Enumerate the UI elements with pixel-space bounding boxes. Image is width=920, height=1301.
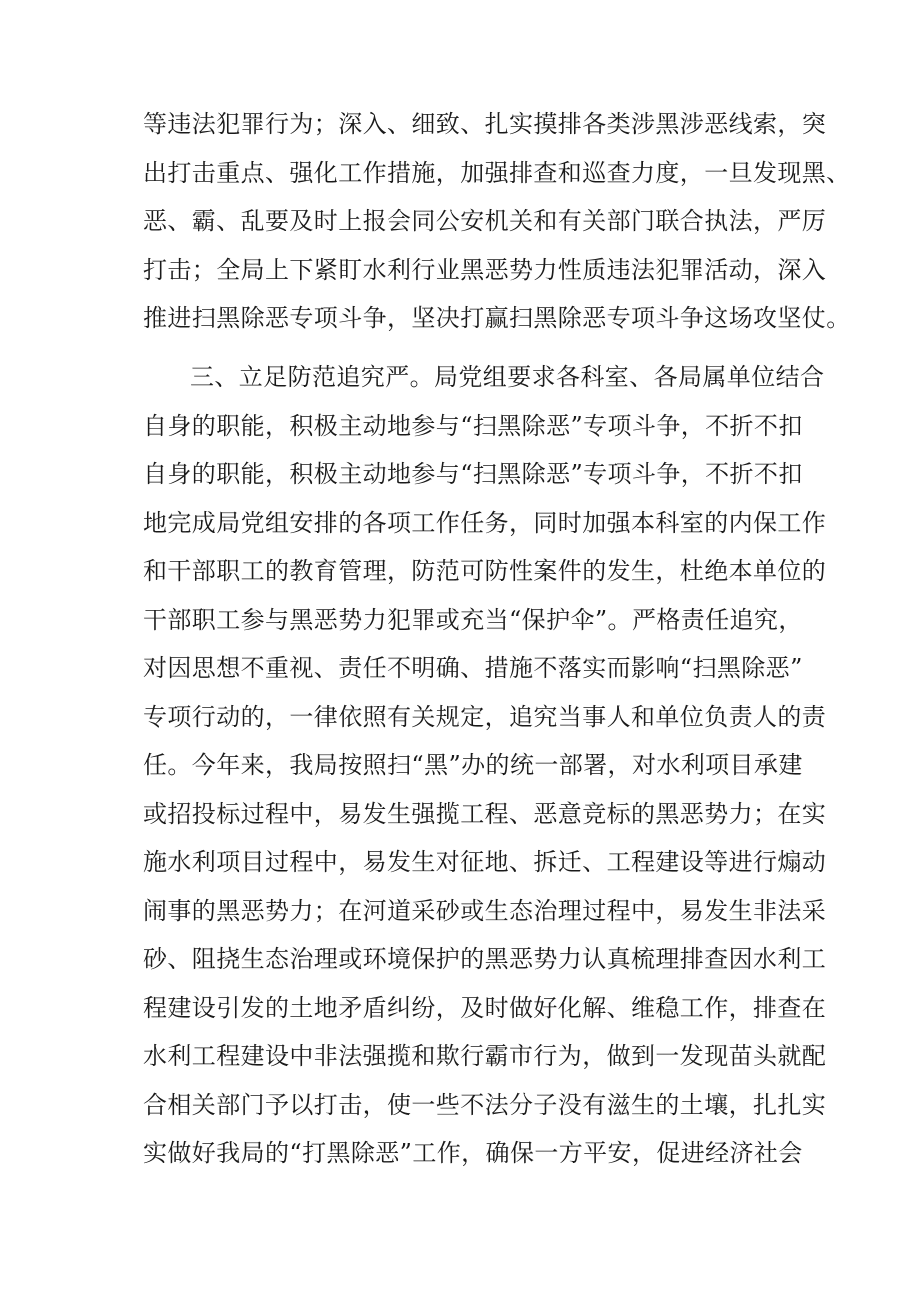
text-line: 闹事的黑恶势力；在河道采砂或生态治理过程中，易发生非法采 [143,897,827,925]
text-line: 或招投标过程中，易发生强揽工程、恶意竞标的黑恶势力；在实 [143,800,827,828]
text-line: 专项行动的，一律依照有关规定，追究当事人和单位负责人的责 [143,703,827,731]
text-line: 砂、阻挠生态治理或环境保护的黑恶势力认真梳理排查因水利工 [143,945,827,973]
text-line: 任。今年来，我局按照扫“黑”办的统一部署，对水利项目承建 [143,751,803,779]
text-line: 自身的职能，积极主动地参与“扫黑除恶”专项斗争，不折不扣 [143,460,803,488]
text-line: 干部职工参与黑恶势力犯罪或充当“保护伞”。严格责任追究， [143,606,803,634]
text-line: 自身的职能，积极主动地参与“扫黑除恶”专项斗争，不折不扣 [143,412,803,440]
text-line: 水利工程建设中非法强揽和欺行霸市行为，做到一发现苗头就配 [143,1042,827,1070]
text-line: 恶、霸、乱要及时上报会同公安机关和有关部门联合执法，严厉 [143,207,827,235]
paragraph-heading-line: 三、立足防范追究严。局党组要求各科室、各局属单位结合 [190,363,825,391]
text-line: 等违法犯罪行为；深入、细致、扎实摸排各类涉黑涉恶线索，突 [143,110,827,138]
text-line: 实做好我局的“打黑除恶”工作，确保一方平安，促进经济社会 [143,1139,803,1167]
text-line: 施水利项目过程中，易发生对征地、拆迁、工程建设等进行煽动 [143,848,827,876]
text-line: 地完成局党组安排的各项工作任务，同时加强本科室的内保工作 [143,509,827,537]
text-line: 对因思想不重视、责任不明确、措施不落实而影响“扫黑除恶” [143,654,803,682]
text-line: 打击；全局上下紧盯水利行业黑恶势力性质违法犯罪活动，深入 [143,256,827,284]
text-line: 推进扫黑除恶专项斗争，坚决打赢扫黑除恶专项斗争这场攻坚仗。 [143,304,851,332]
text-line: 和干部职工的教育管理，防范可防性案件的发生，杜绝本单位的 [143,557,827,585]
text-line: 程建设引发的土地矛盾纠纷，及时做好化解、维稳工作，排查在 [143,994,827,1022]
text-line: 出打击重点、强化工作措施，加强排查和巡查力度，一旦发现黑、 [143,159,851,187]
text-line: 合相关部门予以打击，使一些不法分子没有滋生的土壤，扎扎实 [143,1091,827,1119]
